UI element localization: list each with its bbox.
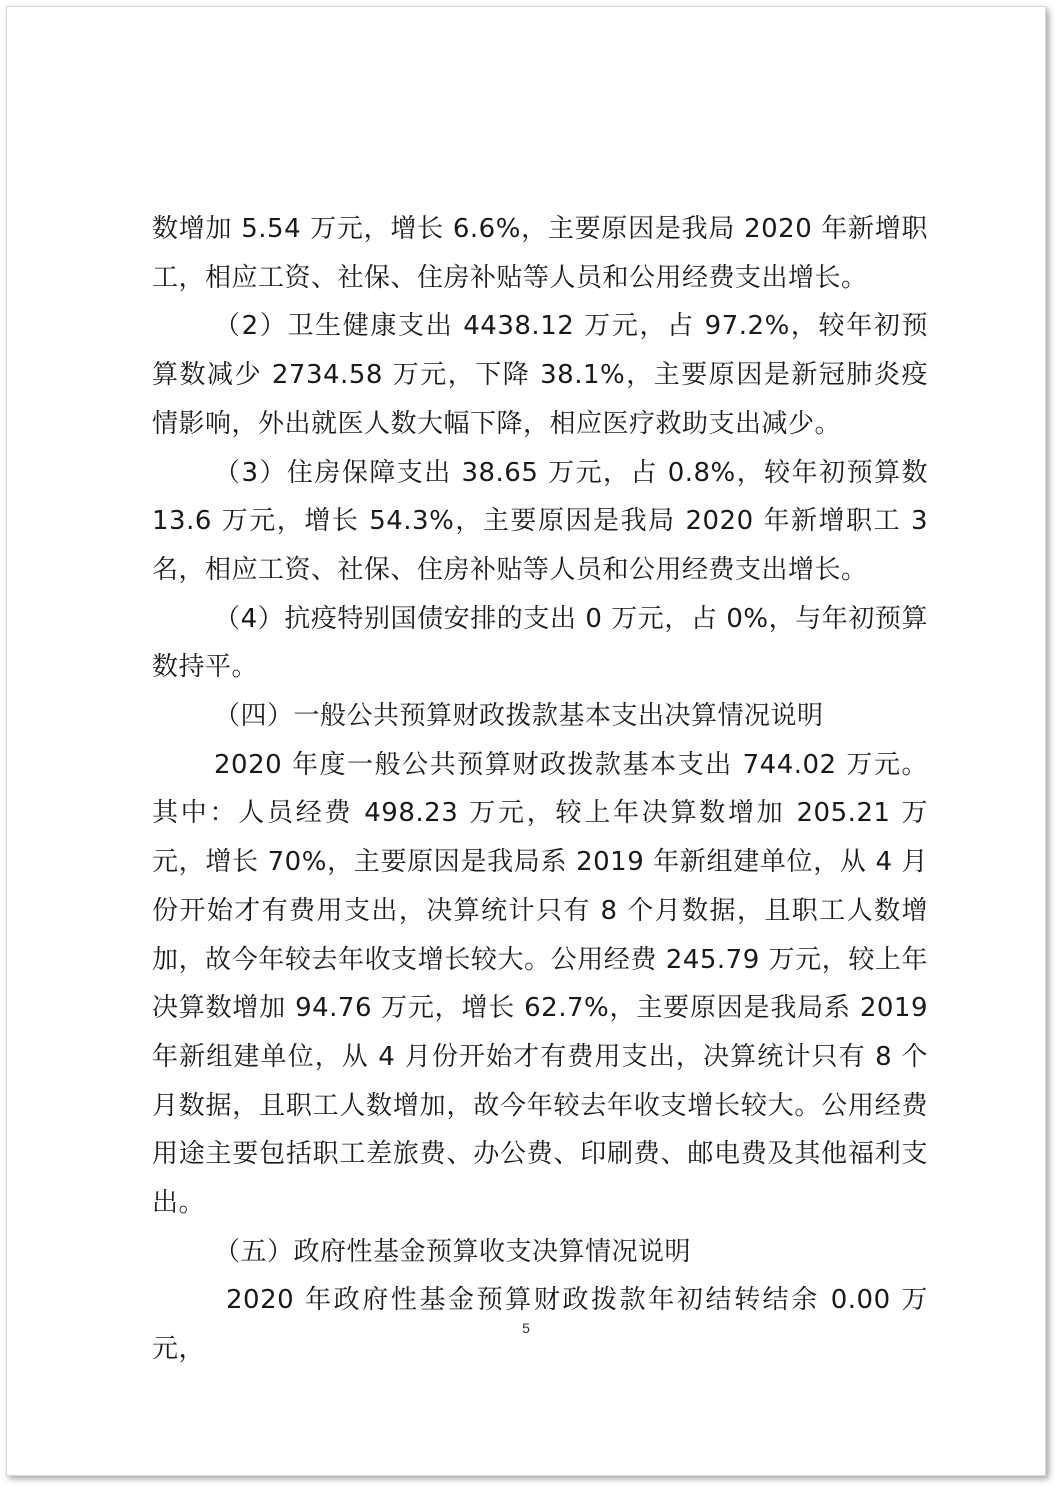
page-number: 5: [522, 1320, 530, 1336]
paragraph-continuation: 数增加 5.54 万元，增长 6.6%，主要原因是我局 2020 年新增职工，相应工资、社保、住房补贴等人员和公用经费支出增长。: [152, 214, 928, 293]
paragraph-housing-expenditure: （3）住房保障支出 38.65 万元，占 0.8%，较年初预算数 13.6 万元，增长 54.3%，主要原因是我局 2020 年新增职工 3 名，相应工资、社保、住房补贴等人员和公用经费支出增长。: [152, 457, 928, 585]
document-page: [6, 6, 1046, 1476]
paragraph-health-expenditure: （2）卫生健康支出 4438.12 万元，占 97.2%，较年初预算数减少 2734.58 万元，下降 38.1%，主要原因是新冠肺炎疫情影响，外出就医人数大幅下降，相应医疗救助支出减少。: [152, 311, 928, 439]
section-heading-basic-expenditure: （四）一般公共预算财政拨款基本支出决算情况说明: [214, 701, 824, 732]
paragraph-basic-expenditure: 2020 年度一般公共预算财政拨款基本支出 744.02 万元。其中：人员经费 498.23 万元，较上年决算数增加 205.21 万元，增长 70%，主要原因是我局系 2019 年新组建单位，从 4 月份开始才有费用支出，决算统计只有 8 个月数据，且职工人数增加，故今年较去年收支增长较大。公用经费 245.79 万元，较上年决算数增加 94.76 万元，增长 62.7%，主要原因是我局系 2019 年新组建单位，从 4 月份开始才有费用支出，决算统计只有 8 个月数据，且职工人数增加，故今年较去年收支增长较大。公用经费用途主要包括职工差旅费、办公费、印刷费、邮电费及其他福利支出。: [152, 749, 928, 1219]
page-content: [152, 205, 928, 1374]
section-heading-government-fund: （五）政府性基金预算收支决算情况说明: [214, 1236, 692, 1267]
paragraph-government-fund: 2020 年政府性基金预算财政拨款年初结转结余 0.00 万元，: [152, 1285, 928, 1365]
paragraph-covid-bond-expenditure: （4）抗疫特别国债安排的支出 0 万元，占 0%，与年初预算数持平。: [152, 603, 928, 683]
